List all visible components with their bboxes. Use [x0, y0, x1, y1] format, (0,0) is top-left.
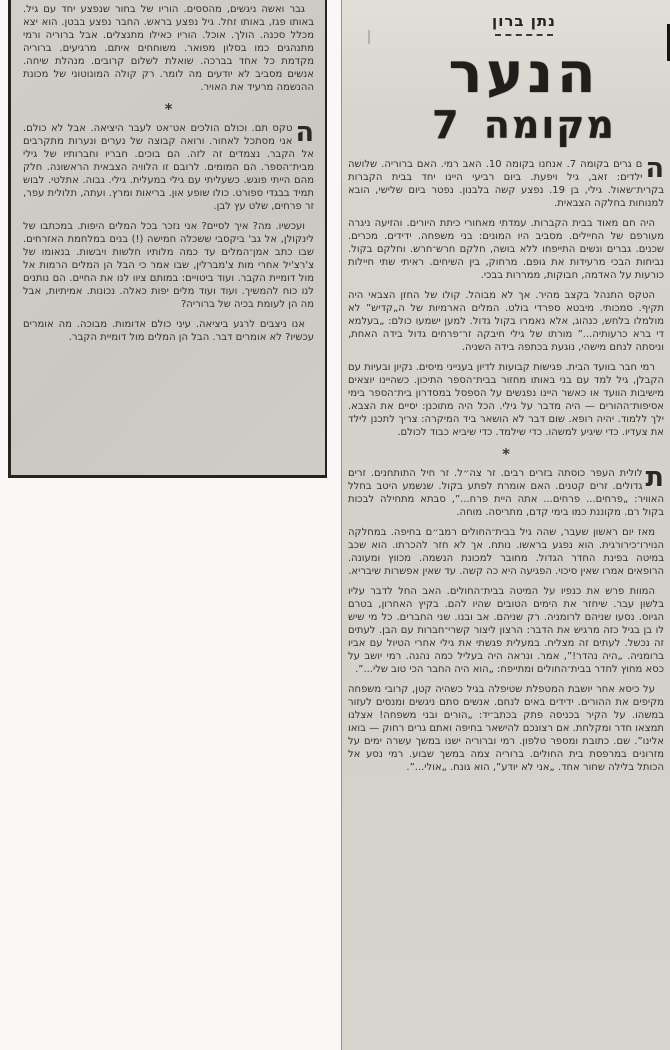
main-article-clipping — [341, 0, 670, 1050]
byline-rule — [495, 34, 553, 36]
article-masthead — [366, 0, 670, 146]
continuation-body — [23, 3, 314, 344]
byline: נתן ברון — [492, 12, 556, 30]
headline-line1: הנער — [448, 41, 600, 106]
main-article-body — [348, 152, 664, 774]
dropcap-letter: ת — [645, 461, 664, 493]
dropcap-letter: ה — [295, 117, 314, 148]
article-paragraph: הטקס התנהל בקצב מהיר. אך לא מבוהל. קולו של החזן הצבאי היה תקיף. סמכותי. מיבטא ספרדי בולט. המלים הארמיות של ה„קדיש” לא מולמלו בלחש, כנהוג, אלא נאמרו בקול גדול. למען ישמעו כולם: „בעלמא די ברא כרעותיה...” מורתו של גילי חיבקה זר־פרחים גדול בידה האחת, וניסתה לנחם מישהי, נוגעת בכתפה בידה השניה. — [348, 289, 664, 353]
paragraph-text: ם גרים בקומה 7. אנחנו בקומה 10. האב רמי. האם ברוריה. שלושה ילדים: זאב, גיל ויפעת. ביום רביעי היינו יחד בבית הקברות בקרית־שאול. גילי, בן 19. נפצע קשה בלבנון. נפטר ביום שלישי, הובא למנוחות בחלקה הצבאית. — [348, 158, 664, 209]
article-paragraph — [348, 461, 664, 519]
dropcap-letter: ה — [645, 152, 664, 184]
article-paragraph: על כיסא אחר יושבת המטפלת שטיפלה בגיל כשהיה קטן, קרובי משפחה מקיפים את ההורים. ידידים באים לנחם. אנשים סתם ניגשים ומנסים לעזור במשהו. על הקיר בכניסה פתק בכתב־יד: „הורים ובני משפחה! אצלנו תמצאו חדר ומקלחת. אם רצונכם להישאר בחיפה ואתם גרים רחוק — בואו אלינו”. שם. כתובת ומספר טלפון. רמי וברוריה ישנו במשך עשרה ימים על מזרונים במרפסת בית החולים. ברוריה צמה במשך שבוע. רמי נסע אל הכותל בלילה שחור אחד. „אני לא יודע”, הוא גונח. „אולי...”. — [348, 683, 664, 773]
article-paragraph: אנו ניצבים לרגע ביציאה. עיני כולם אדומות. מבוכה. מה אומרים עכשיו? לא אומרים דבר. הבל הן המלים מול דומיית הקבר. — [23, 319, 314, 343]
article-paragraph: רמי חבר בוועד הבית. פגישות קבועות לדיון בענייני מיסים. נקיון ובעיות עם הקבלן, גיל למד עם בני באותו מחזור בבית־הספר התיכון. כשהיינו יוצאים מישיבות הוועד או כאשר היינו נפגשים על הספסל במסדרון בית־הספר בימי אסיפות־ההורים — היה מדבר על גילי. הכל היה מתוכנן: יסיים את הצבא. ילך ללמוד. יהיה רופא. שום דבר לא הושאר ביד המיקרה: צריך לתכנן לילד את צעדיו. כדי שיגיע למשהו. כדי שילמד. כדי שיביא כבוד לכולם. — [348, 361, 664, 438]
section-separator-asterisk: * — [502, 444, 510, 463]
section-separator-asterisk: * — [164, 100, 173, 118]
paragraph-text: טקס תם. וכולם הולכים אט־אט לעבר היציאה. אבל לא כולם. אני מסתכל לאחור. ורואה קבוצה של נערים ונערות מתקרבים אל הקבר. נצמדים זה לזה. הם בוכים. חבריו וחברותיו של גילי מבית־הספר. הם המומים. לרובם זו הלוויה הצבאית הראשונה. חלק מהם הייתי פוגש. כשעליתי עם גילי במעלית. גילי. גבוה. אתלטי. לבוש תמיד בבגדי ספורט. כולו שופע און. בריאות ומרץ. ועתה, תלולית עפר, זר פרחים, שלט עץ לבן. — [23, 123, 314, 212]
article-paragraph: ועכשיו. מה? איך לסיים? אני נזכר בכל המלים היפות. במכתבו של לינקולן, אל גב' ביקסבי ששכלה חמישה (!) בנים במלחמת האזרחים. שבו כתב אמן־המלים עד כמה מלותיו חלשות ויבשות. בנאומו של צ'רצ'יל אחרי מות צ'מברלין, שבו אמר כי הבל הן המלים הרמות אל מול דומיית הקבר. ועוד ביטויים: במותם ציוו לנו את החיים. הם נותנים לנו כוח להמשיך. ועוד ועוד מלים יפות כאלה. נכונות. אמיתיות, אבל מה הן לעומת בכיה של ברוריה? — [23, 221, 314, 310]
continuation-clipping — [8, 0, 327, 478]
article-paragraph: המוות פרש את כנפיו על המיטה בבית־החולים. האב החל לדבר עליו בלשון עבר. שיחזר את הימים הטובים שהיו להם. בקיץ האחרון, בטרם הגיוס. נסעו שניהם לרומניה. רק שניהם. אב ובנו. שני החברים. כל מי שיש לו בן בגיל כזה מרגיש את הדבר: הרצון ליצור קשרי־חברות עם הבן. לעתים זה נכשל. לעתים זה מצליח. במעלית פגשתי את גילי אחרי הטיול עם אביו ברומניה. „היה נהדר!”, אמר. ונראה היה בעליל כמה נהנה. רמי יושב על כסא מחוץ לחדר בבית־החולים ומתייפח: „הוא היה החבר הכי טוב שלי...”. — [348, 585, 664, 675]
article-paragraph: היה חם מאוד בבית הקברות. עמדתי מאחורי כיתת היורים. והזיעה ניגרה מעורפם של החיילים. מסביב היו המונים: בני משפחה. ידידים. מכרים. שכנים. גברים ונשים התייפחו ללא בושה, חלקם חרש־חרש. וחלקם בקול. נביחות הבכי מרעידות את גופם. מרחוק, בין השיחים. ראיתי שתי חיילות כורעות על האדמה, חבוקות, ממררות בבכי. — [348, 217, 664, 281]
headline-line2: מקומה 7 — [432, 103, 616, 147]
paragraph-text: לולית העפר כוסתה בזרים רבים. זר צה״ל. זר חיל התותחנים. זרים גדולים. זרים קטנים. האם אומרת לפתע בקול. שנשמע היטב בחלל האוויר: „פרחים... פרחים... אתה היית פרח...”, סבתא מתחילה לבכות בקול רם. מקוננת כמו בימי קדם, מתריסה. מוחה. — [348, 467, 664, 518]
article-paragraph — [348, 152, 664, 210]
scan-smudge-artifact — [368, 30, 370, 44]
article-paragraph: מאז יום ראשון שעבר, שהה גיל בבית־החולים רמב״ם בחיפה. במחלקה הנוירו־כירורגית. הוא נפגע בראשו. נותח. אך לא חזר להכרתו. הוא שכב במיטה בפינת החדר הגדול. מחובר למכונת הנשמה. מכווץ ומעונה. הרופאים אמרו שאין סיכוי. הפגיעה היא כה קשה. עד שאין אפשרות שיבריא. — [348, 526, 664, 577]
article-paragraph — [23, 117, 314, 213]
article-paragraph: גבר ואשה ניגשים, מהססים. הוריו של בחור שנפצע יחד עם גיל. באותו פגז, באותו זחל. גיל נפצע בראש. החבר נפצע בבטן. הוא יצא מכלל סכנה. הולך. אוכל. הוריו כאילו מתנצלים. אבל ברוריה ורמי מתנהגים כמו בסלון מפואר. משוחחים איתם. מרגיעים. ברוריה מקדמת כל אחד בברכה. שואלת לשלום קרובים. מנהלת שיחה. אנשים מסביב לא יודעים מה לומר. רק קולה המונוטוני של מכונת ההנשמה מרעיד את האויר. — [23, 4, 314, 93]
